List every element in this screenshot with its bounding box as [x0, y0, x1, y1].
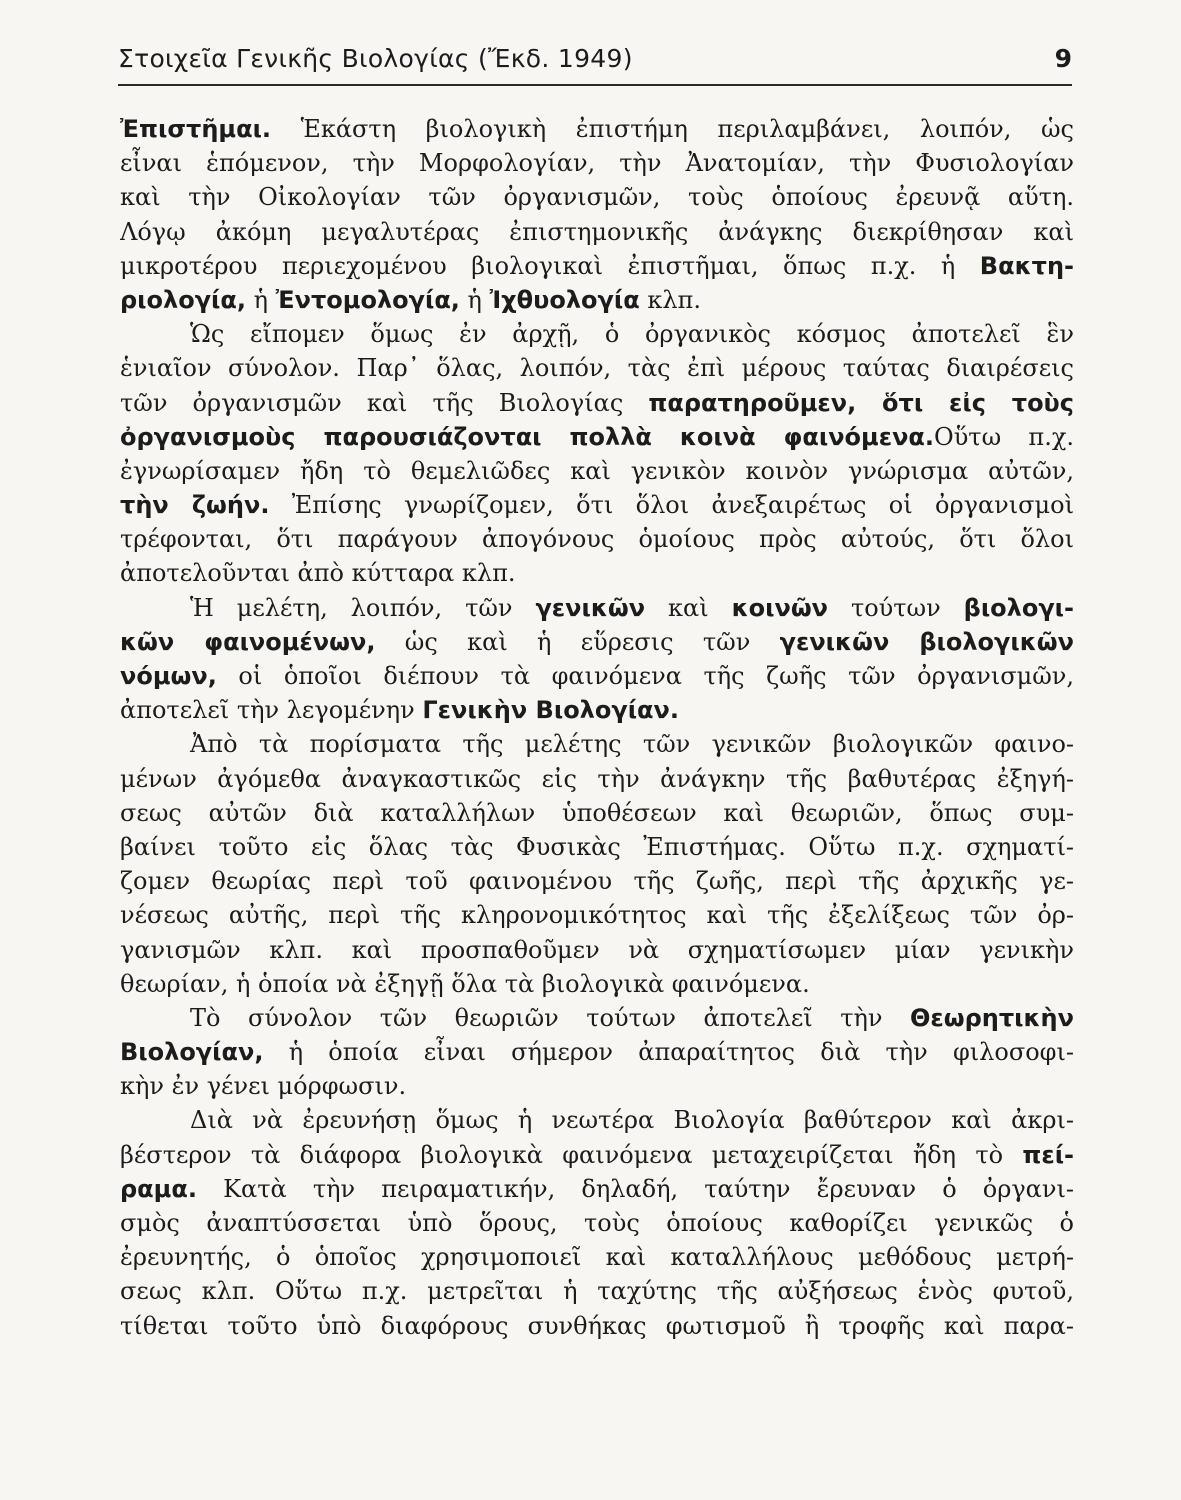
text-run: νέσεως αὐτῆς, περὶ τῆς κληρονομικότητος καὶ τῆς ἐξελίξεως τῶν ὀρ-: [120, 901, 1074, 930]
text-run: Ὡς εἴπομεν ὅμως ἐν ἀρχῇ, ὁ ὀργανικὸς κόσμος ἀποτελεῖ ἓν: [190, 320, 1074, 349]
text-line: [120, 727, 1074, 761]
text-line: [120, 420, 1074, 454]
bold-term: Θεωρητικὴν: [909, 1003, 1074, 1032]
text-line: [120, 1240, 1074, 1274]
text-line: [120, 454, 1074, 488]
text-run: Ἐπίσης γνωρίζομεν, ὅτι ὅλοι ἀνεξαιρέτως οἱ ὀργανισμοὶ: [269, 491, 1074, 520]
bold-term: Ἐπιστῆμαι.: [120, 115, 272, 143]
text-run: ὡς καὶ ἡ εὕρεσις τῶν: [375, 627, 780, 656]
text-run: Τὸ σύνολον τῶν θεωριῶν τούτων ἀποτελεῖ τὴν: [190, 1003, 910, 1032]
bold-term: Ἰχθυολογία: [489, 285, 640, 314]
text-line: [120, 180, 1074, 214]
text-run: Κατὰ τὴν πειραματικήν, δηλαδή, ταύτην ἔρευναν ὁ ὀργανι-: [196, 1174, 1074, 1203]
bold-term: γενικῶν βιολογικῶν: [779, 627, 1074, 656]
text-line: [120, 796, 1074, 830]
bold-term: βιολογι-: [963, 593, 1074, 622]
text-run: μικροτέρου περιεχομένου βιολογικαὶ ἐπιστῆμαι, ὅπως π.χ. ἡ: [120, 251, 980, 280]
text-line: [120, 215, 1074, 249]
text-line: [120, 1069, 1074, 1103]
text-line: [120, 112, 1074, 146]
text-run: εἶναι ἑπόμενον, τὴν Μορφολογίαν, τὴν Ἀνατομίαν, τὴν Φυσιολογίαν: [120, 149, 1074, 178]
text-line: [120, 625, 1074, 659]
bold-term: Βιολογίαν,: [120, 1038, 264, 1067]
bold-term: ραμα.: [120, 1174, 197, 1203]
text-line: [120, 386, 1074, 420]
running-title: Στοιχεῖα Γενικῆς Βιολογίας (Ἔκδ. 1949): [118, 44, 633, 73]
text-run: ζομεν θεωρίας περὶ τοῦ φαινομένου τῆς ζωῆς, περὶ τῆς ἀρχικῆς γε-: [120, 867, 1074, 896]
text-line: [120, 898, 1074, 932]
text-line: [120, 1172, 1074, 1206]
bold-term: ὀργανισμοὺς παρουσιάζονται πολλὰ κοινὰ φαινόμενα.: [120, 422, 935, 451]
text-run: Ἡ μελέτη, λοιπόν, τῶν: [190, 593, 536, 622]
text-line: [120, 249, 1074, 283]
text-line: [120, 1103, 1074, 1137]
text-run: σεως αὐτῶν διὰ καταλλήλων ὑποθέσεων καὶ θεωριῶν, ὅπως συμ-: [120, 798, 1074, 827]
text-run: ἀποτελοῦνται ἀπὸ κύτταρα κλπ.: [120, 559, 516, 588]
text-run: ἡ: [246, 285, 276, 314]
text-run: ἀποτελεῖ τὴν λεγομένην: [120, 696, 423, 725]
text-line: [120, 1206, 1074, 1240]
text-line: [120, 146, 1074, 180]
text-run: τῶν ὀργανισμῶν καὶ τῆς Βιολογίας: [120, 388, 649, 417]
body-text: [120, 112, 1074, 1343]
bold-term: Βακτη-: [979, 251, 1074, 280]
text-run: ἐγνωρίσαμεν ἤδη τὸ θεμελιῶδες καὶ γενικὸν κοινὸν γνώρισμα αὐτῶν,: [120, 456, 1074, 485]
bold-term: παρατηροῦμεν, ὅτι εἰς τοὺς: [648, 388, 1074, 417]
text-run: καὶ: [645, 593, 732, 622]
text-line: [120, 1309, 1074, 1343]
text-line: [120, 762, 1074, 796]
text-line: [120, 967, 1074, 1001]
text-run: κλπ.: [639, 285, 701, 314]
text-run: οἱ ὁποῖοι διέπουν τὰ φαινόμενα τῆς ζωῆς τῶν ὀργανισμῶν,: [216, 662, 1074, 690]
text-line: [120, 1138, 1074, 1172]
text-line: [120, 693, 1074, 727]
text-line: [120, 1001, 1074, 1035]
bold-term: ριολογία,: [120, 285, 246, 314]
text-run: Οὕτω π.χ.: [934, 422, 1074, 451]
text-line: [120, 556, 1074, 590]
text-run: Λόγῳ ἀκόμη μεγαλυτέρας ἐπιστημονικῆς ἀνάγκης διεκρίθησαν καὶ: [120, 217, 1074, 246]
text-run: θεωρίαν, ἡ ὁποία νὰ ἐξηγῇ ὅλα τὰ βιολογικὰ φαινόμενα.: [120, 969, 810, 998]
text-run: Ἑκάστη βιολογικὴ ἐπιστήμη περιλαμβάνει, λοιπόν, ὡς: [271, 115, 1074, 143]
text-line: [120, 522, 1074, 556]
running-header: [118, 40, 1072, 86]
bold-term: κοινῶν: [731, 593, 829, 622]
text-run: σεως κλπ. Οὕτω π.χ. μετρεῖται ἡ ταχύτης τῆς αὐξήσεως ἑνὸς φυτοῦ,: [120, 1277, 1074, 1306]
text-run: Ἀπὸ τὰ πορίσματα τῆς μελέτης τῶν γενικῶν βιολογικῶν φαινο-: [190, 730, 1074, 759]
text-run: τούτων: [828, 593, 964, 622]
text-run: τίθεται τοῦτο ὑπὸ διαφόρους συνθήκας φωτισμοῦ ἢ τροφῆς καὶ παρα-: [120, 1311, 1074, 1340]
text-line: [120, 659, 1074, 693]
text-run: ἡ ὁποία εἶναι σήμερον ἀπαραίτητος διὰ τὴν φιλοσοφι-: [263, 1038, 1074, 1067]
text-run: ἡ: [459, 285, 490, 314]
bold-term: νόμων,: [120, 662, 217, 690]
bold-term: γενικῶν: [535, 593, 646, 622]
text-run: σμὸς ἀναπτύσσεται ὑπὸ ὅρους, τοὺς ὁποίους καθορίζει γενικῶς ὁ: [120, 1209, 1074, 1237]
text-line: [120, 591, 1074, 625]
text-line: [120, 488, 1074, 522]
text-run: βέστερον τὰ διάφορα βιολογικὰ φαινόμενα μεταχειρίζεται ἤδη τὸ: [120, 1140, 1023, 1169]
bold-term: Γενικὴν Βιολογίαν.: [422, 696, 680, 725]
text-line: [120, 317, 1074, 351]
bold-term: τὴν ζωήν.: [120, 491, 270, 520]
text-line: [120, 1274, 1074, 1308]
text-run: τρέφονται, ὅτι παράγουν ἀπογόνους ὁμοίους πρὸς αὐτούς, ὅτι ὅλοι: [120, 525, 1074, 554]
bold-term: κῶν φαινομένων,: [120, 627, 376, 656]
text-run: κὴν ἐν γένει μόρφωσιν.: [120, 1072, 407, 1101]
text-line: [120, 1035, 1074, 1069]
text-run: καὶ τὴν Οἰκολογίαν τῶν ὀργανισμῶν, τοὺς ὁποίους ἐρευνᾷ αὕτη.: [120, 183, 1074, 212]
text-line: [120, 933, 1074, 967]
bold-term: Ἐντομολογία,: [275, 285, 460, 314]
text-run: Διὰ νὰ ἐρευνήσῃ ὅμως ἡ νεωτέρα Βιολογία βαθύτερον καὶ ἀκρι-: [190, 1106, 1074, 1135]
text-run: ἑνιαῖον σύνολον. Παρ᾿ ὅλας, λοιπόν, τὰς ἐπὶ μέρους ταύτας διαιρέσεις: [120, 354, 1074, 383]
text-line: [120, 864, 1074, 898]
text-run: μένων ἀγόμεθα ἀναγκαστικῶς εἰς τὴν ἀνάγκην τῆς βαθυτέρας ἐξηγή-: [120, 764, 1074, 793]
text-line: [120, 830, 1074, 864]
text-line: [120, 351, 1074, 385]
text-run: βαίνει τοῦτο εἰς ὅλας τὰς Φυσικὰς Ἐπιστήμας. Οὕτω π.χ. σχηματί-: [120, 832, 1074, 861]
text-run: ἐρευνητής, ὁ ὁποῖος χρησιμοποιεῖ καὶ καταλλήλους μεθόδους μετρή-: [120, 1243, 1074, 1272]
page-number: 9: [1054, 44, 1072, 73]
text-run: γανισμῶν κλπ. καὶ προσπαθοῦμεν νὰ σχηματίσωμεν μίαν γενικὴν: [120, 935, 1074, 964]
text-line: [120, 283, 1074, 317]
bold-term: πεί-: [1022, 1140, 1074, 1169]
